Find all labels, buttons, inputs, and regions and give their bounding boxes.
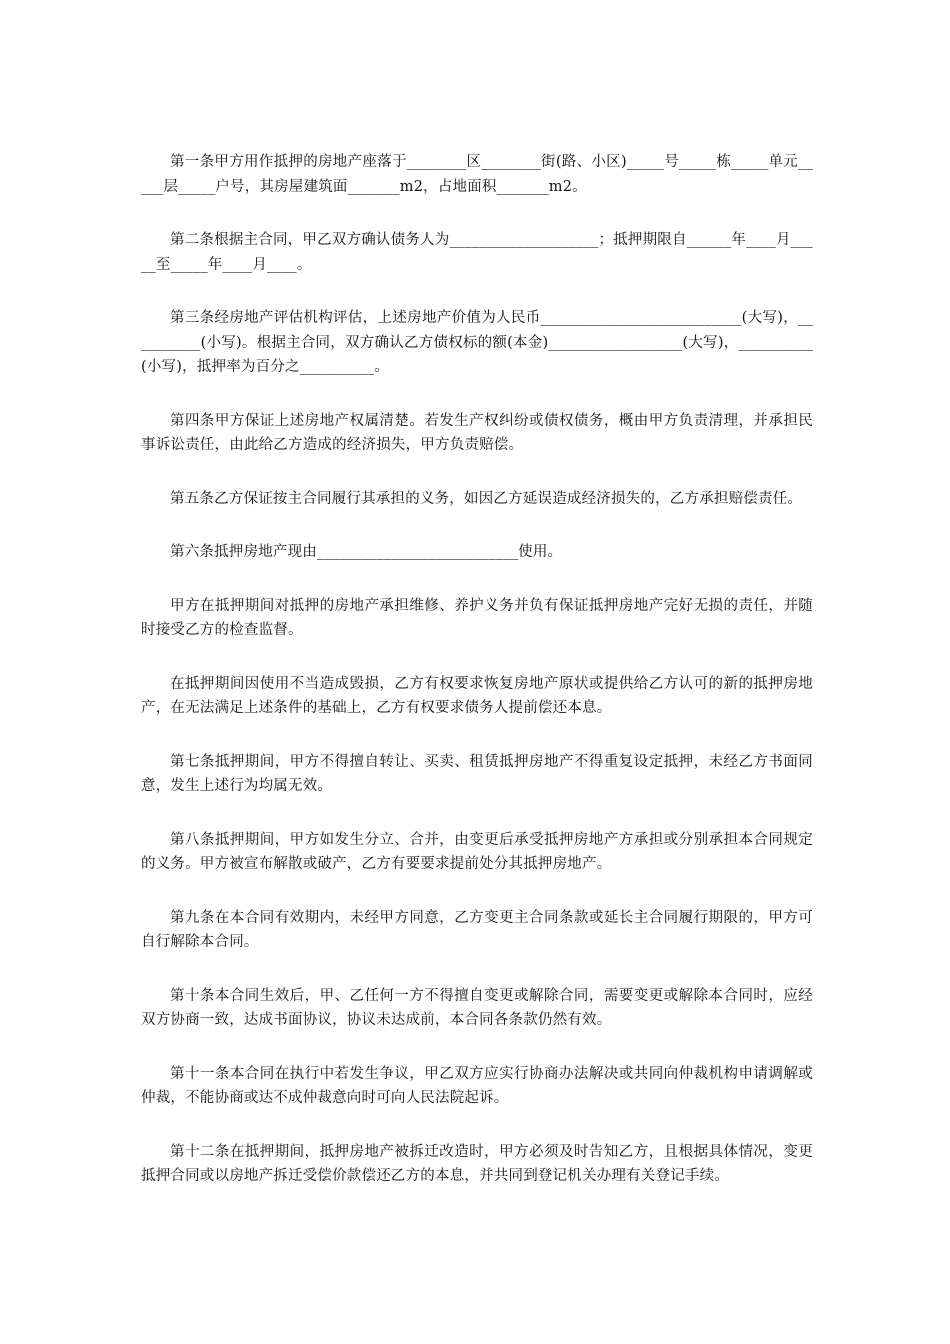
paragraph-article-8: 第八条抵押期间，甲方如发生分立、合并，由变更后承受抵押房地产方承担或分别承担本合同规定的义务。甲方被宣布解散或破产，乙方有要要求提前处分其抵押房地产。	[141, 831, 813, 872]
paragraph-article-1: 第一条甲方用作抵押的房地产座落于________区________街(路、小区)_____号_____栋_____单元_____层_____户号，其房屋建筑面_______m2，占地面积_______m2。	[141, 154, 813, 195]
document-body	[141, 150, 813, 1218]
paragraph-article-4: 第四条甲方保证上述房地产权属清楚。若发生产权纠纷或债权债务，概由甲方负责清理，并承担民事诉讼责任，由此给乙方造成的经济损失，甲方负责赔偿。	[141, 412, 813, 453]
paragraph-article-3: 第三条经房地产评估机构评估，上述房地产价值为人民币___________________________(大写)，__________(小写)。根据主合同，双方确认乙方债权标的额(本金)__________________(大写)，__________(小写)，抵押率为百分之__________。	[141, 310, 813, 375]
paragraph-article-12: 第十二条在抵押期间，抵押房地产被拆迁改造时，甲方必须及时告知乙方，且根据具体情况，变更抵押合同或以房地产拆迁受偿价款偿还乙方的本息，并共同到登记机关办理有关登记手续。	[141, 1143, 813, 1184]
paragraph-article-10: 第十条本合同生效后，甲、乙任何一方不得擅自变更或解除合同，需要变更或解除本合同时，应经双方协商一致，达成书面协议，协议未达成前，本合同各条款仍然有效。	[141, 987, 813, 1028]
paragraph-article-7: 第七条抵押期间，甲方不得擅自转让、买卖、租赁抵押房地产不得重复设定抵押，未经乙方书面同意，发生上述行为均属无效。	[141, 753, 813, 794]
paragraph-maintenance: 甲方在抵押期间对抵押的房地产承担维修、养护义务并负有保证抵押房地产完好无损的责任，并随时接受乙方的检查监督。	[141, 597, 813, 638]
paragraph-article-6: 第六条抵押房地产现由___________________________使用。	[170, 544, 563, 560]
paragraph-article-2: 第二条根据主合同，甲乙双方确认债务人为____________________；抵押期限自______年____月_____至_____年____月____。	[141, 232, 813, 273]
paragraph-damage: 在抵押期间因使用不当造成毁损，乙方有权要求恢复房地产原状或提供给乙方认可的新的抵押房地产，在无法满足上述条件的基础上，乙方有权要求债务人提前偿还本息。	[141, 675, 813, 716]
paragraph-article-9: 第九条在本合同有效期内，未经甲方同意，乙方变更主合同条款或延长主合同履行期限的，甲方可自行解除本合同。	[141, 909, 813, 950]
paragraph-article-11: 第十一条本合同在执行中若发生争议，甲乙双方应实行协商办法解决或共同向仲裁机构申请调解或仲裁，不能协商或达不成仲裁意向时可向人民法院起诉。	[141, 1065, 813, 1106]
paragraph-article-5: 第五条乙方保证按主合同履行其承担的义务，如因乙方延误造成经济损失的，乙方承担赔偿责任。	[170, 490, 803, 507]
